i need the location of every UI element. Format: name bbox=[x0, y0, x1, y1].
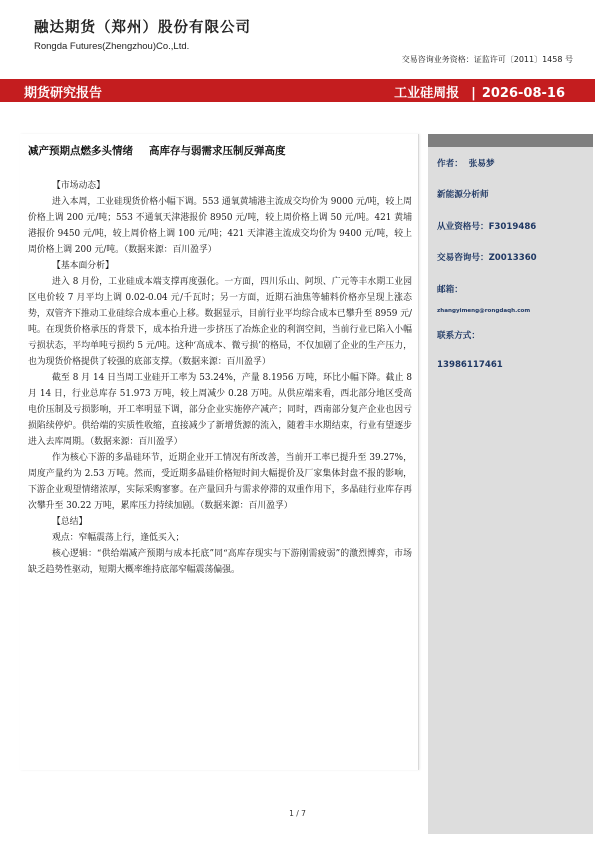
report-banner bbox=[0, 79, 595, 102]
author-name: 张易梦 bbox=[468, 159, 495, 169]
author-label: 作者： bbox=[437, 159, 463, 169]
author-line bbox=[437, 157, 495, 169]
article-title bbox=[28, 143, 286, 158]
fundamentals-paragraph-3: 作为核心下游的多晶硅环节，近期企业开工情况有所改善，当前开工率已提升至 39.27%，周度产量约为 2.53 万吨。然而，受近期多晶硅价格短时间大幅提价及厂家集体封盘不报的影响，下游企业观望情绪浓厚，实际采购寥寥。在产量回升与需求停滞的双重作用下，多晶硅行业库存再次攀升至 30.22 万吨，累库压力持续加剧。（数据来源：百川盈孚） bbox=[28, 453, 412, 511]
page-number: 1 / 7 bbox=[289, 809, 306, 818]
author-sidebar bbox=[428, 134, 593, 834]
email-label: 邮箱： bbox=[437, 285, 463, 295]
section-heading-market: 【市场动态】 bbox=[52, 181, 105, 191]
practice-number: 从业资格号：F3019486 bbox=[437, 222, 537, 232]
license-info: 交易咨询业务资格：证监许可〔2011〕1458 号 bbox=[401, 55, 573, 64]
sidebar-top-bar bbox=[428, 134, 593, 147]
banner-report-info bbox=[394, 82, 565, 101]
article-title-part1: 减产预期点燃多头情绪 bbox=[28, 145, 133, 157]
main-content-panel bbox=[20, 134, 419, 770]
section-heading-fundamentals: 【基本面分析】 bbox=[52, 261, 114, 271]
banner-report-category: 期货研究报告 bbox=[24, 86, 103, 101]
market-paragraph: 进入本周，工业硅现货价格小幅下调。553 通氧黄埔港主流成交均价为 9000 元/吨，较上周价格上调 200 元/吨；553 不通氧天津港报价 8950 元/吨，较上周价格上调 50 元/吨。421 黄埔港报价 9450 元/吨，较上周价格上调 100 元/吨；421 天津港主流成交均价为 9400 元/吨，较上周价格上调 200 元/吨。（数据来源：百川盈孚） bbox=[28, 197, 412, 255]
company-name-en: Rongda Futures(Zhengzhou)Co.,Ltd. bbox=[34, 41, 190, 52]
summary-view: 观点：窄幅震荡上行，逢低买入； bbox=[52, 533, 185, 543]
consult-number: 交易咨询号：Z0013360 bbox=[437, 253, 537, 263]
fundamentals-paragraph-2: 截至 8 月 14 日当周工业硅开工率为 53.24%，产量 8.1956 万吨，环比小幅下降。截止 8 月 14 日，行业总库存 51.973 万吨，较上周减少 0.28 万吨。从供应端来看，西北部分地区受高电价压制及亏损影响，开工率明显下调，部分企业实施停产减产；同时，西南部分复产企业也因亏损陷续停炉。供给端的实质性收缩，直接减少了新增货源的流入，随着丰水期结束，行业有望逐步进入去库周期。（数据来源：百川盈孚） bbox=[28, 373, 412, 447]
company-header bbox=[34, 16, 251, 52]
company-name-cn: 融达期货（郑州）股份有限公司 bbox=[34, 20, 251, 36]
author-position: 新能源分析师 bbox=[437, 190, 489, 200]
article-body bbox=[28, 178, 412, 578]
phone-number: 13986117461 bbox=[437, 360, 503, 370]
banner-report-type: 工业硅周报 bbox=[394, 86, 460, 101]
banner-date: 2026-08-16 bbox=[481, 86, 565, 101]
email-address[interactable]: zhangyimeng@rongdaqh.com bbox=[437, 308, 531, 314]
summary-logic: 核心逻辑：“供给端减产预期与成本托底”同“高库存现实与下游刚需疲弱”的激烈博弈，市场缺乏趋势性驱动，短期大概率维持底部窄幅震荡偏强。 bbox=[28, 549, 412, 575]
contact-label: 联系方式： bbox=[437, 331, 480, 341]
section-heading-summary: 【总结】 bbox=[52, 517, 88, 527]
banner-separator: | bbox=[471, 86, 476, 101]
article-title-part2: 高库存与弱需求压制反弹高度 bbox=[149, 145, 286, 157]
fundamentals-paragraph-1: 进入 8 月份，工业硅成本端支撑再度强化。一方面，四川乐山、阿坝、广元等丰水期工业园区电价较 7 月平均上调 0.02-0.04 元/千瓦时；另一方面，近期石油焦等辅料价格亦呈现上涨态势，双管齐下推动工业硅综合成本重心上移。数据显示，目前行业平均综合成本已攀升至 8959 元/吨。在现货价格承压的背景下，成本抬升进一步挤压了冶炼企业的利润空间，当前行业已陷入小幅亏损状态，平均单吨亏损约 5 元/吨。这种‘高成本、微亏损’的格局，不仅加剧了企业的生产压力，也为现货价格提供了较强的底部支撑。（数据来源：百川盈孚） bbox=[28, 277, 412, 367]
